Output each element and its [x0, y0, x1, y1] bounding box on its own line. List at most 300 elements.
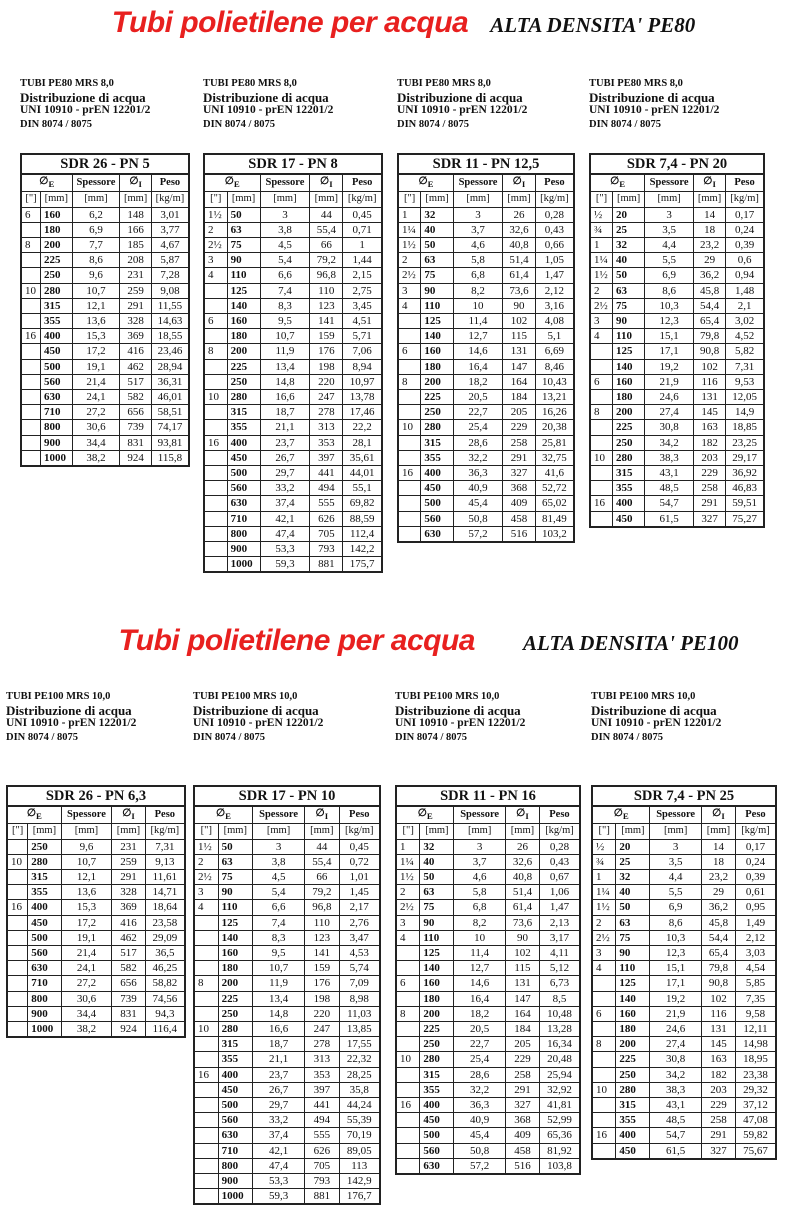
cell-weight: 4,54 — [735, 961, 776, 976]
cell-de: 75 — [420, 900, 454, 915]
cell-de: 400 — [421, 465, 454, 480]
cell-de: 90 — [616, 945, 650, 960]
table-row — [396, 1067, 580, 1082]
table-row — [592, 930, 776, 945]
table-row — [194, 991, 380, 1006]
table-row — [204, 298, 382, 313]
cell-weight: 52,99 — [539, 1113, 580, 1128]
cell-de: 50 — [421, 237, 454, 252]
spec-header — [20, 77, 150, 131]
spec-header — [6, 690, 136, 744]
cell-thickness: 13,4 — [253, 991, 305, 1006]
cell-inch — [7, 991, 28, 1006]
table-row — [398, 435, 574, 450]
cell-weight: 2,1 — [726, 298, 764, 313]
cell-de: 140 — [420, 961, 454, 976]
table-row — [194, 1037, 380, 1052]
table-row — [590, 359, 764, 374]
cell-di: 131 — [693, 389, 725, 404]
cell-di: 327 — [503, 465, 536, 480]
cell-thickness: 21,4 — [61, 945, 112, 960]
cell-weight: 3,01 — [151, 207, 189, 222]
cell-thickness: 10,7 — [61, 854, 112, 869]
cell-di: 313 — [305, 1052, 339, 1067]
cell-de: 63 — [421, 253, 454, 268]
cell-weight: 3,16 — [535, 298, 574, 313]
cell-de: 710 — [227, 511, 260, 526]
cell-weight: 94,3 — [145, 1006, 185, 1021]
cell-inch — [194, 1189, 218, 1205]
cell-di: 924 — [112, 1021, 145, 1037]
title-main: Tubi polietilene per acqua — [118, 624, 475, 657]
spec-header-line2: Distribuzione di acqua — [193, 702, 319, 718]
cell-thickness: 21,9 — [645, 374, 694, 389]
spec-header-line2: Distribuzione di acqua — [20, 89, 146, 105]
cell-di: 582 — [120, 389, 152, 404]
cell-inch — [592, 1097, 616, 1112]
cell-weight: 3,77 — [151, 222, 189, 237]
cell-weight: 65,36 — [539, 1128, 580, 1143]
cell-inch: 6 — [396, 976, 420, 991]
cell-thickness: 34,2 — [650, 1067, 702, 1082]
cell-di: 18 — [701, 854, 735, 869]
cell-thickness: 38,2 — [61, 1021, 112, 1037]
cell-weight: 93,81 — [151, 435, 189, 450]
cell-thickness: 24,6 — [645, 389, 694, 404]
cell-inch — [21, 253, 41, 268]
cell-weight: 4,11 — [539, 945, 580, 960]
cell-weight: 28,25 — [339, 1067, 380, 1082]
cell-inch — [194, 915, 218, 930]
cell-de: 40 — [613, 253, 645, 268]
cell-weight: 23,58 — [145, 915, 185, 930]
pipe-table — [20, 153, 190, 467]
diameter-symbol: ∅ — [224, 176, 234, 187]
cell-weight: 55,1 — [343, 481, 382, 496]
cell-inch: 1¼ — [396, 854, 420, 869]
cell-di: 328 — [112, 885, 145, 900]
cell-thickness: 17,1 — [650, 976, 702, 991]
table-row — [21, 450, 189, 466]
cell-di: 110 — [310, 283, 343, 298]
cell-thickness: 22,7 — [454, 1037, 506, 1052]
table-row — [194, 961, 380, 976]
cell-weight: 14,63 — [151, 313, 189, 328]
cell-weight: 36,92 — [726, 465, 764, 480]
cell-de: 500 — [218, 1097, 252, 1112]
cell-di: 18 — [693, 222, 725, 237]
cell-di: 208 — [120, 253, 152, 268]
table-row — [398, 481, 574, 496]
table-row — [592, 915, 776, 930]
cell-thickness: 24,1 — [72, 389, 120, 404]
cell-inch — [590, 389, 613, 404]
cell-inch — [398, 496, 421, 511]
cell-inch: 1¼ — [590, 253, 613, 268]
cell-weight: 29,09 — [145, 930, 185, 945]
spec-header — [397, 77, 527, 131]
cell-thickness: 6,9 — [72, 222, 120, 237]
cell-di: 881 — [310, 557, 343, 573]
cell-inch: 4 — [398, 298, 421, 313]
cell-inch — [592, 1021, 616, 1036]
cell-weight: 0,43 — [535, 222, 574, 237]
table-row — [194, 976, 380, 991]
cell-di: 55,4 — [305, 854, 339, 869]
cell-thickness: 37,4 — [260, 496, 310, 511]
cell-de: 355 — [41, 313, 73, 328]
cell-di: 90,8 — [701, 976, 735, 991]
cell-inch — [590, 344, 613, 359]
cell-de: 125 — [227, 283, 260, 298]
table-row — [398, 283, 574, 298]
cell-inch — [204, 450, 227, 465]
cell-di: 164 — [503, 374, 536, 389]
cell-thickness: 23,7 — [260, 435, 310, 450]
cell-di: 516 — [505, 1158, 539, 1174]
cell-di: 73,6 — [503, 283, 536, 298]
cell-thickness: 4,6 — [454, 869, 506, 884]
cell-inch: 6 — [21, 207, 41, 222]
cell-de: 400 — [218, 1067, 252, 1082]
cell-weight: 5,12 — [539, 961, 580, 976]
cell-inch — [7, 839, 28, 854]
cell-di: 65,4 — [693, 313, 725, 328]
cell-de: 280 — [616, 1082, 650, 1097]
col-weight: Peso — [726, 174, 764, 192]
table-row — [396, 991, 580, 1006]
cell-weight: 2,76 — [339, 915, 380, 930]
cell-de: 315 — [613, 465, 645, 480]
cell-de: 225 — [421, 389, 454, 404]
table-row — [590, 283, 764, 298]
cell-thickness: 14,6 — [453, 344, 502, 359]
pipe-table — [395, 785, 581, 1175]
cell-di: 555 — [310, 496, 343, 511]
col-thickness: Spessore — [253, 806, 305, 824]
cell-thickness: 10,7 — [253, 961, 305, 976]
cell-inch: ¾ — [590, 222, 613, 237]
cell-inch: 1½ — [590, 268, 613, 283]
table-row — [398, 465, 574, 480]
cell-inch: 1 — [590, 237, 613, 252]
cell-thickness: 19,1 — [72, 359, 120, 374]
cell-de: 32 — [616, 869, 650, 884]
cell-thickness: 10 — [454, 930, 506, 945]
cell-thickness: 9,6 — [72, 268, 120, 283]
col-external-diameter — [592, 806, 650, 824]
cell-thickness: 6,8 — [453, 268, 502, 283]
table-row — [7, 1006, 185, 1021]
cell-weight: 0,39 — [726, 237, 764, 252]
col-external-diameter — [7, 806, 61, 824]
cell-thickness: 40,9 — [453, 481, 502, 496]
cell-thickness: 22,7 — [453, 405, 502, 420]
cell-thickness: 8,2 — [454, 915, 506, 930]
cell-thickness: 27,2 — [72, 405, 120, 420]
cell-inch: 3 — [396, 915, 420, 930]
cell-di: 397 — [305, 1082, 339, 1097]
cell-di: 656 — [120, 405, 152, 420]
cell-inch: 6 — [204, 313, 227, 328]
cell-weight: 10,48 — [539, 1006, 580, 1021]
cell-de: 630 — [28, 961, 61, 976]
col-weight: Peso — [535, 174, 574, 192]
cell-inch: 4 — [194, 900, 218, 915]
diameter-symbol: ∅ — [712, 808, 722, 819]
cell-de: 400 — [28, 900, 61, 915]
unit-inch: ["] — [204, 192, 227, 207]
table-row — [194, 900, 380, 915]
cell-weight: 11,55 — [151, 298, 189, 313]
cell-weight: 14,9 — [726, 405, 764, 420]
cell-di: 141 — [310, 313, 343, 328]
cell-inch — [398, 435, 421, 450]
cell-thickness: 11,9 — [253, 976, 305, 991]
cell-weight: 3,47 — [339, 930, 380, 945]
table-row — [21, 298, 189, 313]
cell-thickness: 9,6 — [61, 839, 112, 854]
table-row — [7, 1021, 185, 1037]
table-row — [194, 1052, 380, 1067]
cell-thickness: 38,2 — [72, 450, 120, 466]
cell-weight: 23,38 — [735, 1067, 776, 1082]
cell-weight: 55,39 — [339, 1113, 380, 1128]
table-row — [590, 344, 764, 359]
table-row — [590, 481, 764, 496]
cell-inch — [396, 945, 420, 960]
cell-di: 79,2 — [310, 253, 343, 268]
cell-weight: 116,4 — [145, 1021, 185, 1037]
table-row — [396, 1037, 580, 1052]
cell-weight: 0,6 — [726, 253, 764, 268]
cell-thickness: 10,3 — [645, 298, 694, 313]
cell-inch — [204, 283, 227, 298]
cell-inch — [396, 1128, 420, 1143]
cell-de: 560 — [28, 945, 61, 960]
cell-de: 160 — [41, 207, 73, 222]
cell-weight: 2,12 — [535, 283, 574, 298]
cell-weight: 18,55 — [151, 329, 189, 344]
cell-inch — [204, 557, 227, 573]
unit-weight: [kg/m] — [735, 824, 776, 839]
table-row — [590, 496, 764, 511]
cell-thickness: 24,1 — [61, 961, 112, 976]
cell-thickness: 10 — [453, 298, 502, 313]
cell-di: 291 — [505, 1082, 539, 1097]
unit-weight: [kg/m] — [726, 192, 764, 207]
cell-weight: 1,01 — [339, 869, 380, 884]
cell-thickness: 30,8 — [645, 420, 694, 435]
cell-thickness: 12,7 — [453, 329, 502, 344]
cell-thickness: 33,2 — [260, 481, 310, 496]
spec-header-line1: TUBI PE100 MRS 10,0 — [193, 691, 298, 702]
cell-thickness: 59,3 — [253, 1189, 305, 1205]
cell-de: 1000 — [218, 1189, 252, 1205]
cell-inch — [194, 1037, 218, 1052]
table-row — [398, 313, 574, 328]
table-row — [194, 1082, 380, 1097]
cell-de: 250 — [28, 839, 61, 854]
table-row — [7, 915, 185, 930]
table-row — [590, 237, 764, 252]
cell-di: 115 — [505, 961, 539, 976]
cell-de: 32 — [420, 839, 454, 854]
cell-inch: 3 — [204, 253, 227, 268]
cell-thickness: 3 — [650, 839, 702, 854]
cell-thickness: 7,4 — [260, 283, 310, 298]
cell-de: 560 — [420, 1143, 454, 1158]
cell-thickness: 5,8 — [454, 885, 506, 900]
cell-di: 924 — [120, 450, 152, 466]
cell-inch: 2 — [396, 885, 420, 900]
col-external-diameter — [398, 174, 453, 192]
cell-de: 90 — [420, 915, 454, 930]
cell-inch — [590, 359, 613, 374]
table-row — [590, 222, 764, 237]
cell-de: 400 — [227, 435, 260, 450]
cell-inch — [398, 389, 421, 404]
cell-weight: 0,94 — [726, 268, 764, 283]
cell-inch: 2 — [592, 915, 616, 930]
cell-inch — [21, 374, 41, 389]
table-row — [396, 1052, 580, 1067]
cell-inch — [592, 1143, 616, 1159]
unit-inch: ["] — [194, 824, 218, 839]
cell-di: 66 — [310, 237, 343, 252]
cell-weight: 17,55 — [339, 1037, 380, 1052]
cell-de: 250 — [421, 405, 454, 420]
cell-di: 185 — [120, 237, 152, 252]
cell-thickness: 17,2 — [61, 915, 112, 930]
cell-weight: 5,71 — [343, 329, 382, 344]
cell-di: 328 — [120, 313, 152, 328]
cell-thickness: 5,4 — [260, 253, 310, 268]
cell-weight: 46,01 — [151, 389, 189, 404]
cell-di: 163 — [701, 1052, 735, 1067]
diameter-symbol: ∅ — [417, 808, 427, 819]
unit-thickness: [mm] — [453, 192, 502, 207]
cell-inch — [398, 481, 421, 496]
cell-de: 315 — [421, 435, 454, 450]
cell-inch — [7, 976, 28, 991]
pipe-table — [589, 153, 765, 528]
cell-di: 626 — [305, 1143, 339, 1158]
cell-thickness: 21,9 — [650, 1006, 702, 1021]
sdr-heading: SDR 7,4 - PN 20 — [590, 154, 764, 174]
spec-header-line1: TUBI PE80 MRS 8,0 — [203, 78, 297, 89]
unit-thickness: [mm] — [650, 824, 702, 839]
cell-de: 400 — [420, 1097, 454, 1112]
table-row — [194, 854, 380, 869]
col-weight: Peso — [735, 806, 776, 824]
cell-weight: 6,69 — [535, 344, 574, 359]
cell-di: 23,2 — [693, 237, 725, 252]
table-row — [592, 1128, 776, 1143]
cell-inch: 6 — [590, 374, 613, 389]
cell-di: 278 — [305, 1037, 339, 1052]
cell-di: 291 — [120, 298, 152, 313]
table-row — [204, 420, 382, 435]
table-row — [398, 207, 574, 222]
cell-inch — [194, 1052, 218, 1067]
diameter-sub: I — [525, 811, 529, 822]
cell-inch: 2½ — [590, 298, 613, 313]
cell-thickness: 16,6 — [253, 1021, 305, 1036]
cell-di: 247 — [310, 389, 343, 404]
cell-inch — [204, 541, 227, 556]
cell-weight: 74,56 — [145, 991, 185, 1006]
cell-inch — [592, 1113, 616, 1128]
cell-de: 50 — [613, 268, 645, 283]
cell-inch — [398, 329, 421, 344]
cell-inch — [204, 329, 227, 344]
cell-inch: 2 — [194, 854, 218, 869]
cell-thickness: 32,2 — [453, 450, 502, 465]
cell-inch — [194, 1006, 218, 1021]
cell-di: 54,4 — [693, 298, 725, 313]
cell-weight: 0,67 — [539, 869, 580, 884]
cell-di: 516 — [503, 526, 536, 542]
cell-thickness: 8,6 — [645, 283, 694, 298]
cell-de: 110 — [613, 329, 645, 344]
cell-inch — [204, 420, 227, 435]
cell-weight: 176,7 — [339, 1189, 380, 1205]
diameter-sub: I — [712, 179, 716, 190]
cell-de: 160 — [227, 313, 260, 328]
cell-de: 32 — [613, 237, 645, 252]
cell-thickness: 16,6 — [260, 389, 310, 404]
cell-de: 315 — [420, 1067, 454, 1082]
unit-thickness: [mm] — [72, 192, 120, 207]
table-row — [396, 1158, 580, 1174]
cell-weight: 20,38 — [535, 420, 574, 435]
table-row — [396, 854, 580, 869]
cell-di: 368 — [505, 1113, 539, 1128]
cell-de: 200 — [613, 405, 645, 420]
cell-inch: ½ — [592, 839, 616, 854]
cell-inch — [204, 298, 227, 313]
cell-di: 229 — [505, 1052, 539, 1067]
col-thickness: Spessore — [61, 806, 112, 824]
cell-weight: 142,9 — [339, 1173, 380, 1188]
unit-internal: [mm] — [701, 824, 735, 839]
unit-inch: ["] — [21, 192, 41, 207]
cell-di: 45,8 — [701, 915, 735, 930]
cell-di: 416 — [120, 344, 152, 359]
cell-thickness: 54,7 — [650, 1128, 702, 1143]
cell-di: 313 — [310, 420, 343, 435]
cell-weight: 1,47 — [539, 900, 580, 915]
table-row — [396, 930, 580, 945]
cell-thickness: 19,2 — [650, 991, 702, 1006]
col-weight: Peso — [339, 806, 380, 824]
unit-internal: [mm] — [120, 192, 152, 207]
cell-inch: 8 — [21, 237, 41, 252]
cell-di: 44 — [310, 207, 343, 222]
cell-weight: 4,51 — [343, 313, 382, 328]
cell-di: 458 — [503, 511, 536, 526]
col-internal-diameter — [120, 174, 152, 192]
cell-weight: 1,06 — [539, 885, 580, 900]
cell-de: 50 — [420, 869, 454, 884]
diameter-sub: E — [233, 179, 240, 190]
cell-de: 110 — [218, 900, 252, 915]
diameter-symbol: ∅ — [122, 808, 132, 819]
cell-inch: 8 — [592, 1037, 616, 1052]
cell-inch — [194, 961, 218, 976]
cell-thickness: 11,9 — [260, 344, 310, 359]
